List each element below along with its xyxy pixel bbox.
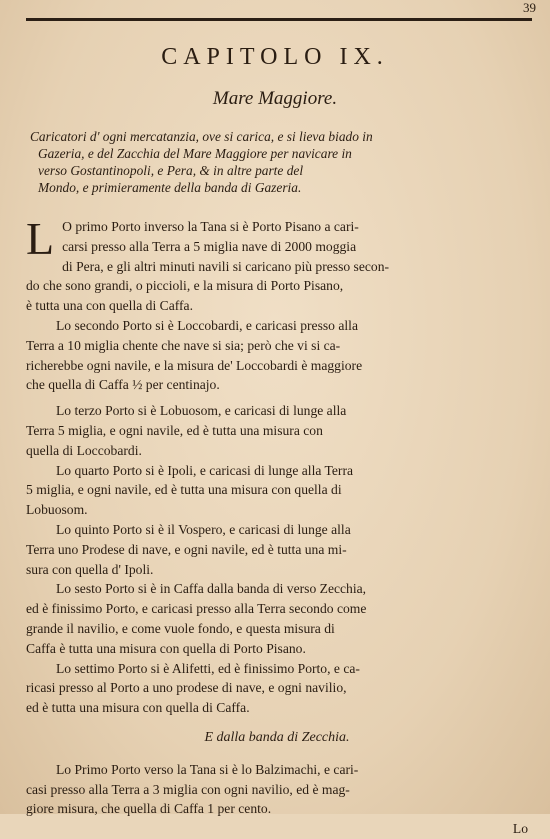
text-line: Lo terzo Porto si è Lobuosom, e caricasi di lunge alla (56, 403, 347, 419)
catchword: Lo (512, 821, 528, 837)
chapter-title: CAPITOLO IX. (161, 44, 389, 70)
paragraph-5 (26, 520, 528, 579)
text-line: che quella di Caffa ½ per centinajo. (26, 377, 220, 393)
text-line: O primo Porto inverso la Tana si è Porto Pisano a cari- (62, 219, 359, 234)
summary-line: Caricatori d' ogni mercatanzia, ove si carica, e si lieva biado in (30, 129, 373, 144)
paragraph-3 (26, 401, 528, 460)
text-line: do che sono grandi, o piccioli, e la misura di Porto Pisano, (26, 278, 344, 294)
paragraph-1 (26, 213, 528, 316)
text-line: Lo Primo Porto verso la Tana si è lo Balzimachi, e cari- (56, 761, 359, 777)
text-line: casi presso alla Terra a 3 miglia con ogni navilio, ed è mag- (26, 781, 350, 797)
text-line: carsi presso alla Terra a 5 miglia nave di 2000 moggia (62, 238, 357, 254)
text-line: quella di Loccobardi. (26, 442, 142, 458)
summary-line: Gazeria, e del Zacchia del Mare Maggiore per navicare in (38, 146, 352, 161)
text-line: Lo secondo Porto si è Loccobardi, e caricasi presso alla (56, 317, 358, 333)
text-line: Lo sesto Porto si è in Caffa dalla banda di verso Zecchia, (56, 581, 367, 597)
header-rule (26, 18, 532, 21)
paragraph-2 (26, 316, 528, 395)
text-line: sura con quella d' Ipoli. (26, 561, 154, 577)
text-line: richerebbe ogni navile, e la misura de' Loccobardi è maggiore (26, 357, 363, 373)
summary-line: Mondo, e primieramente della banda di Gazeria. (38, 180, 302, 195)
text-line: Lobuosom. (26, 502, 88, 518)
text-line: Terra uno Prodese di nave, e ogni navile, ed è tutta una mi- (26, 541, 347, 557)
drop-cap: L (26, 213, 55, 264)
chapter-summary (30, 128, 528, 196)
text-line: ed è finissimo Porto, e caricasi presso alla Terra secondo come (26, 601, 367, 617)
section-heading: E dalla banda di Zecchia. (204, 729, 350, 745)
text-line: Lo settimo Porto si è Alifetti, ed è finissimo Porto, e ca- (56, 660, 360, 676)
page-number: 39 (523, 0, 536, 15)
paragraph-8 (26, 760, 528, 839)
text-line: Terra a 10 miglia chente che nave si sia; però che vi si ca- (26, 337, 341, 353)
chapter-subtitle: Mare Maggiore. (212, 88, 338, 109)
text-line: grande il navilio, e come vuole fondo, e questa misura di (26, 620, 335, 636)
text-line: 5 miglia, e ogni navile, ed è tutta una misura con quella di (26, 482, 342, 498)
text-line: Terra 5 miglia, e ogni navile, ed è tutta una misura con (26, 422, 323, 438)
text-line: è tutta una con quella di Caffa. (26, 298, 193, 314)
text-line: Lo quarto Porto si è Ipoli, e caricasi di lunge alla Terra (56, 462, 354, 478)
text-line: ed è tutta una misura con quella di Caffa. (26, 700, 250, 716)
text-line: giore misura, che quella di Caffa 1 per cento. (26, 801, 272, 817)
paragraph-4 (26, 461, 528, 520)
paragraph-6 (26, 579, 528, 658)
text-line: ricasi presso al Porto a uno prodese di nave, e ogni navilio, (26, 680, 347, 696)
text-line: di Pera, e gli altri minuti navili si caricano più presso secon- (62, 258, 390, 274)
text-line: Caffa è tutta una misura con quella di Porto Pisano. (26, 640, 306, 656)
body-text (26, 213, 528, 839)
paragraph-7 (26, 659, 528, 718)
summary-line: verso Gostantinopoli, e Pera, & in altre parte del (38, 163, 304, 178)
text-line: Lo quinto Porto si è il Vospero, e caricasi di lunge alla (56, 521, 351, 537)
